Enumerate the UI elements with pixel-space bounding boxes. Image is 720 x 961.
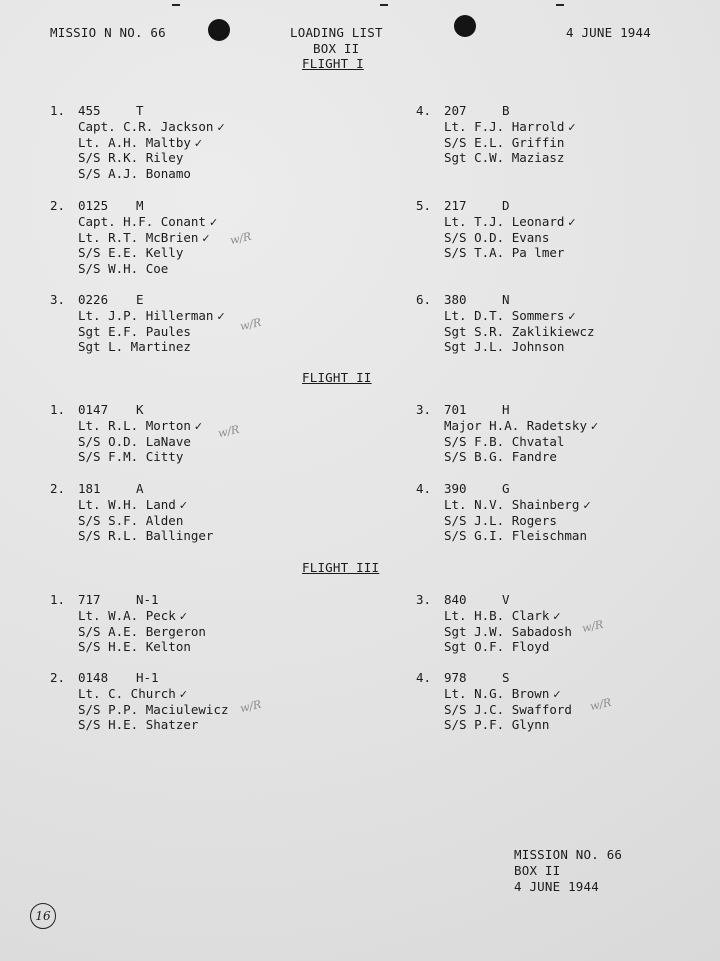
crew-member: S/S P.F. Glynn xyxy=(444,717,550,733)
edge-mark xyxy=(380,4,388,6)
aircraft-number: 701 xyxy=(444,402,467,417)
crew-member: Lt. R.L. Morton ✓ xyxy=(78,417,204,433)
check-mark-icon: ✓ xyxy=(216,120,226,134)
aircraft-letter: G xyxy=(502,481,510,496)
aircraft-entry xyxy=(50,103,226,182)
aircraft-letter: S xyxy=(502,670,510,685)
edge-mark xyxy=(556,4,564,6)
crew-member: Sgt J.W. Sabadosh xyxy=(444,623,572,639)
aircraft-entry xyxy=(50,198,218,277)
crew-member: Sgt E.F. Paules xyxy=(78,323,191,339)
crew-member: Major H.A. Radetsky ✓ xyxy=(444,417,600,433)
crew-member: Sgt C.W. Maziasz xyxy=(444,150,565,166)
pencil-note: w/R xyxy=(228,229,253,248)
aircraft-number: 0226 xyxy=(78,292,109,307)
aircraft-header xyxy=(50,592,206,608)
aircraft-entry xyxy=(416,103,577,166)
aircraft-entry xyxy=(416,402,599,465)
aircraft-entry xyxy=(416,481,592,544)
crew-member: S/S W.H. Coe xyxy=(78,261,169,277)
aircraft-number: 0147 xyxy=(78,402,109,417)
aircraft-entry xyxy=(50,592,206,655)
punch-hole xyxy=(208,19,230,41)
pencil-note: w/R xyxy=(588,695,613,714)
crew-member: S/S A.E. Bergeron xyxy=(78,623,206,639)
check-mark-icon: ✓ xyxy=(582,498,592,512)
check-mark-icon: ✓ xyxy=(178,498,189,512)
aircraft-number: 207 xyxy=(444,103,467,118)
crew-member: Lt. F.J. Harrold ✓ xyxy=(444,118,577,134)
aircraft-letter: H-1 xyxy=(136,670,159,685)
entry-number: 3. xyxy=(50,292,66,307)
entry-number: 4. xyxy=(416,103,432,118)
crew-member: Lt. J.P. Hillerman ✓ xyxy=(78,307,226,323)
crew-member: Lt. H.B. Clark ✓ xyxy=(444,607,562,623)
aircraft-number: 717 xyxy=(78,592,101,607)
crew-member: S/S F.M. Citty xyxy=(78,449,184,465)
aircraft-entry xyxy=(416,670,572,733)
check-mark-icon: ✓ xyxy=(567,215,577,229)
check-mark-icon: ✓ xyxy=(193,419,204,433)
aircraft-entry xyxy=(416,592,572,655)
crew-member: S/S J.L. Rogers xyxy=(444,512,557,528)
aircraft-letter: V xyxy=(502,592,510,607)
aircraft-number: 390 xyxy=(444,481,467,496)
aircraft-header xyxy=(416,292,595,308)
check-mark-icon: ✓ xyxy=(552,687,562,701)
check-mark-icon: ✓ xyxy=(208,215,219,229)
aircraft-number: 0148 xyxy=(78,670,109,685)
flight-title: FLIGHT II xyxy=(302,370,372,385)
aircraft-number: 0125 xyxy=(78,198,109,213)
document-date: 4 JUNE 1944 xyxy=(566,25,651,40)
box-label: BOX II xyxy=(313,41,360,56)
crew-member: S/S G.I. Fleischman xyxy=(444,528,587,544)
footer-box: BOX II xyxy=(514,863,561,878)
crew-member: S/S E.L. Griffin xyxy=(444,134,565,150)
crew-member: S/S J.C. Swafford xyxy=(444,701,572,717)
aircraft-entry xyxy=(50,670,229,733)
crew-member: Sgt S.R. Zaklikiewcz xyxy=(444,323,595,339)
crew-member: Lt. N.V. Shainberg ✓ xyxy=(444,496,592,512)
aircraft-header xyxy=(416,670,572,686)
punch-hole xyxy=(454,15,476,37)
crew-member: Lt. R.T. McBrien ✓ xyxy=(78,229,211,245)
check-mark-icon: ✓ xyxy=(216,309,226,323)
aircraft-entry xyxy=(416,198,577,261)
aircraft-header xyxy=(416,592,572,608)
edge-mark xyxy=(172,4,180,6)
aircraft-number: 840 xyxy=(444,592,467,607)
aircraft-header xyxy=(50,198,218,214)
crew-member: Sgt L. Martinez xyxy=(78,339,191,355)
crew-member: S/S E.E. Kelly xyxy=(78,245,184,261)
aircraft-header xyxy=(50,481,213,497)
entry-number: 3. xyxy=(416,402,432,417)
crew-member: S/S R.K. Riley xyxy=(78,150,184,166)
crew-member: S/S A.J. Bonamo xyxy=(78,166,191,182)
crew-member: Lt. A.H. Maltby ✓ xyxy=(78,134,204,150)
footer-date: 4 JUNE 1944 xyxy=(514,879,599,894)
entry-number: 2. xyxy=(50,670,66,685)
crew-member: S/S P.P. Maciulewicz xyxy=(78,701,229,717)
aircraft-letter: H xyxy=(502,402,510,417)
crew-member: Capt. H.F. Conant ✓ xyxy=(78,213,219,229)
crew-member: Lt. D.T. Sommers ✓ xyxy=(444,307,577,323)
footer-mission: MISSION NO. 66 xyxy=(514,847,623,862)
check-mark-icon: ✓ xyxy=(552,609,562,623)
pencil-note: w/R xyxy=(216,422,241,441)
crew-member: S/S H.E. Kelton xyxy=(78,639,191,655)
aircraft-letter: M xyxy=(136,198,144,213)
aircraft-header xyxy=(50,103,226,119)
aircraft-letter: D xyxy=(502,198,510,213)
aircraft-header xyxy=(50,402,203,418)
entry-number: 2. xyxy=(50,198,66,213)
aircraft-entry xyxy=(416,292,595,355)
flight-title: FLIGHT III xyxy=(302,560,380,575)
aircraft-header xyxy=(50,670,229,686)
aircraft-letter: K xyxy=(136,402,144,417)
crew-member: Lt. C. Church ✓ xyxy=(78,685,189,701)
flight-title: FLIGHT I xyxy=(302,56,364,71)
crew-member: S/S F.B. Chvatal xyxy=(444,433,565,449)
crew-member: Lt. T.J. Leonard ✓ xyxy=(444,213,577,229)
entry-number: 1. xyxy=(50,592,66,607)
pencil-note: w/R xyxy=(238,697,263,716)
crew-member: Sgt J.L. Johnson xyxy=(444,339,565,355)
entry-number: 4. xyxy=(416,670,432,685)
aircraft-number: 455 xyxy=(78,103,101,118)
aircraft-number: 978 xyxy=(444,670,467,685)
aircraft-number: 217 xyxy=(444,198,467,213)
pencil-note: w/R xyxy=(580,617,605,636)
crew-member: Sgt O.F. Floyd xyxy=(444,639,550,655)
mission-number: MISSIO N NO. 66 xyxy=(50,25,166,40)
entry-number: 4. xyxy=(416,481,432,496)
aircraft-letter: E xyxy=(136,292,144,307)
crew-member: Lt. W.H. Land ✓ xyxy=(78,496,189,512)
aircraft-number: 380 xyxy=(444,292,467,307)
aircraft-number: 181 xyxy=(78,481,101,496)
aircraft-letter: N-1 xyxy=(136,592,159,607)
aircraft-letter: N xyxy=(502,292,510,307)
entry-number: 1. xyxy=(50,103,66,118)
crew-member: S/S T.A. Pa lmer xyxy=(444,245,565,261)
aircraft-entry xyxy=(50,402,203,465)
entry-number: 1. xyxy=(50,402,66,417)
crew-member: Lt. N.G. Brown ✓ xyxy=(444,685,562,701)
aircraft-letter: T xyxy=(136,103,144,118)
aircraft-entry xyxy=(50,292,226,355)
crew-member: Capt. C.R. Jackson ✓ xyxy=(78,118,226,134)
check-mark-icon: ✓ xyxy=(567,309,577,323)
aircraft-letter: B xyxy=(502,103,510,118)
crew-member: S/S H.E. Shatzer xyxy=(78,717,199,733)
check-mark-icon: ✓ xyxy=(178,609,189,623)
entry-number: 2. xyxy=(50,481,66,496)
check-mark-icon: ✓ xyxy=(590,419,600,433)
check-mark-icon: ✓ xyxy=(193,136,204,150)
aircraft-header xyxy=(416,198,577,214)
crew-member: S/S O.D. LaNave xyxy=(78,433,191,449)
aircraft-header xyxy=(416,103,577,119)
aircraft-entry xyxy=(50,481,213,544)
aircraft-header xyxy=(50,292,226,308)
crew-member: Lt. W.A. Peck ✓ xyxy=(78,607,189,623)
crew-member: S/S R.L. Ballinger xyxy=(78,528,214,544)
pencil-note: w/R xyxy=(238,315,263,334)
page-mark: 16 xyxy=(30,903,56,929)
aircraft-header xyxy=(416,402,599,418)
crew-member: S/S B.G. Fandre xyxy=(444,449,557,465)
aircraft-header xyxy=(416,481,592,497)
crew-member: S/S S.F. Alden xyxy=(78,512,184,528)
entry-number: 6. xyxy=(416,292,432,307)
entry-number: 3. xyxy=(416,592,432,607)
check-mark-icon: ✓ xyxy=(567,120,577,134)
check-mark-icon: ✓ xyxy=(178,687,189,701)
aircraft-letter: A xyxy=(136,481,144,496)
crew-member: S/S O.D. Evans xyxy=(444,229,550,245)
document-title: LOADING LIST xyxy=(290,25,383,40)
check-mark-icon: ✓ xyxy=(201,231,211,245)
entry-number: 5. xyxy=(416,198,432,213)
